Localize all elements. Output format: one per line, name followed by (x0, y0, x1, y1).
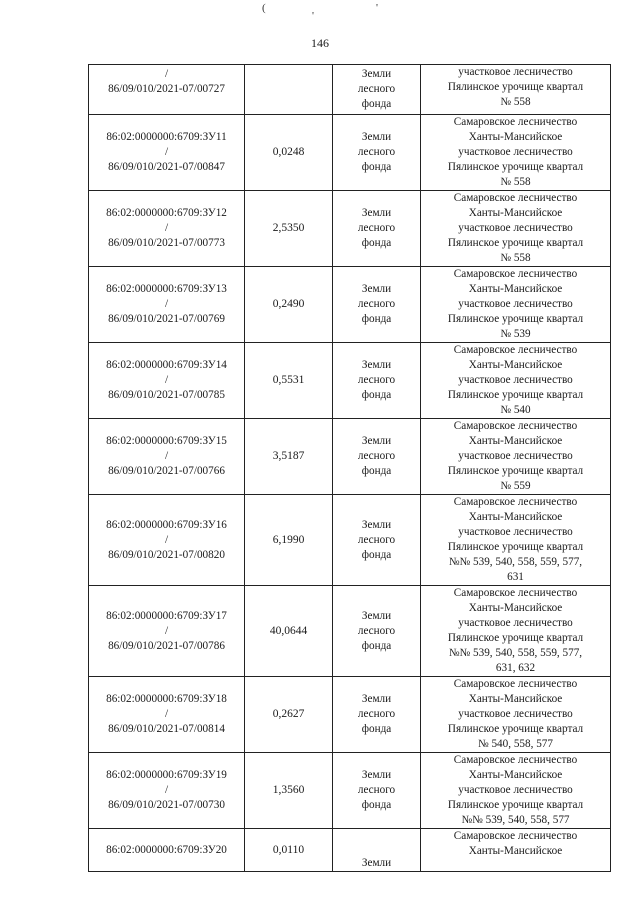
registry-number: 86/09/010/2021-07/00769 (108, 313, 225, 325)
location-text: участковое лесничество (458, 374, 573, 386)
location-cell (421, 495, 611, 586)
location-text: Пялинское урочище квартал (447, 161, 584, 173)
location-text: Ханты-Мансийское (468, 283, 563, 295)
separator-slash: / (164, 68, 169, 80)
category-text: лесного (357, 533, 396, 546)
area-cell: 1,3560 (245, 753, 333, 829)
category-cell (333, 495, 421, 586)
category-text: лесного (357, 450, 396, 462)
location-cell (421, 753, 611, 829)
location-cell (421, 191, 611, 267)
category-cell (333, 829, 421, 872)
location-text: № 539 (500, 328, 531, 340)
category-text: Земли (361, 609, 392, 622)
category-text: лесного (357, 146, 396, 158)
cadastral-number: 86:02:0000000:6709:ЗУ17 (106, 609, 227, 622)
table-row (89, 495, 611, 586)
cadastral-cell (89, 829, 245, 872)
land-plots-table (88, 64, 611, 872)
area-cell: 40,0644 (245, 586, 333, 677)
category-text: Земли (361, 131, 392, 143)
separator-slash: / (164, 450, 169, 462)
area-cell: 2,5350 (245, 191, 333, 267)
category-cell (333, 343, 421, 419)
location-text: участковое лесничество (458, 708, 573, 720)
table-row (89, 115, 611, 191)
area-cell: 6,1990 (245, 495, 333, 586)
cadastral-cell (89, 267, 245, 343)
cadastral-number: 86:02:0000000:6709:ЗУ20 (106, 843, 227, 856)
location-cell (421, 829, 611, 872)
area-cell: 0,5531 (245, 343, 333, 419)
location-cell (421, 343, 611, 419)
cadastral-cell (89, 677, 245, 753)
scan-mark: ' (376, 2, 378, 14)
registry-number: 86/09/010/2021-07/00786 (108, 639, 225, 652)
cadastral-number: 86:02:0000000:6709:ЗУ16 (106, 518, 227, 531)
separator-slash: / (164, 222, 169, 234)
category-cell (333, 267, 421, 343)
cadastral-cell (89, 65, 245, 115)
location-text: участковое лесничество (458, 298, 573, 310)
page-number: 146 (311, 36, 329, 50)
location-text: № 559 (500, 480, 531, 492)
category-cell (333, 677, 421, 753)
location-text: Ханты-Мансийское (468, 845, 563, 857)
separator-slash: / (164, 624, 169, 637)
separator-slash: / (164, 374, 169, 386)
location-text: участковое лесничество (458, 450, 573, 462)
area-cell (245, 65, 333, 115)
category-text: фонда (361, 799, 392, 811)
location-text: №№ 539, 540, 558, 577 (461, 814, 570, 826)
location-text: участковое лесничество (458, 617, 573, 629)
location-text: Пялинское урочище квартал (447, 465, 584, 477)
area-cell: 0,2490 (245, 267, 333, 343)
separator-slash: / (164, 533, 169, 546)
category-text: фонда (361, 389, 392, 401)
location-text: Пялинское урочище квартал (447, 723, 584, 735)
location-text: Самаровское лесничество (453, 587, 578, 599)
category-text: лесного (357, 298, 396, 310)
category-text: фонда (361, 639, 392, 652)
category-text: лесного (357, 708, 396, 720)
category-text: лесного (357, 624, 396, 637)
cadastral-cell (89, 586, 245, 677)
location-text: участковое лесничество (458, 784, 573, 796)
location-text: Самаровское лесничество (453, 830, 578, 842)
location-text: № 540 (500, 404, 531, 416)
location-text: Пялинское урочище квартал (447, 81, 584, 93)
location-cell (421, 419, 611, 495)
table-row (89, 343, 611, 419)
cadastral-cell (89, 343, 245, 419)
category-text: Земли (361, 359, 392, 371)
category-text: Земли (361, 769, 392, 781)
registry-number: 86/09/010/2021-07/00766 (108, 465, 225, 477)
registry-number: 86/09/010/2021-07/00814 (108, 723, 225, 735)
table-row (89, 419, 611, 495)
category-text: Земли (361, 693, 392, 705)
cadastral-cell (89, 191, 245, 267)
cadastral-number: 86:02:0000000:6709:ЗУ12 (106, 207, 227, 219)
area-cell: 0,0248 (245, 115, 333, 191)
location-text: участковое лесничество (458, 526, 573, 538)
category-text: фонда (361, 723, 392, 735)
location-text: Пялинское урочище квартал (447, 313, 584, 325)
location-text: Пялинское урочище квартал (447, 632, 584, 644)
cadastral-number: 86:02:0000000:6709:ЗУ15 (106, 435, 227, 447)
table-row (89, 65, 611, 115)
category-text: фонда (361, 313, 392, 325)
category-cell (333, 191, 421, 267)
table-row (89, 753, 611, 829)
location-text: Ханты-Мансийское (468, 359, 563, 371)
cadastral-cell (89, 495, 245, 586)
category-text: лесного (357, 784, 396, 796)
category-cell (333, 65, 421, 115)
category-text: Земли (361, 207, 392, 219)
table-row (89, 267, 611, 343)
location-text: № 558 (500, 96, 531, 108)
cadastral-number: 86:02:0000000:6709:ЗУ14 (106, 359, 227, 371)
location-text: № 558 (500, 252, 531, 264)
cadastral-cell (89, 753, 245, 829)
scan-marks (0, 0, 640, 20)
area-cell: 0,0110 (245, 829, 333, 872)
category-text: фонда (361, 237, 392, 249)
location-text: №№ 539, 540, 558, 559, 577, (448, 647, 583, 659)
location-text: Ханты-Мансийское (468, 511, 563, 523)
area-cell: 0,2627 (245, 677, 333, 753)
location-text: Самаровское лесничество (453, 344, 578, 356)
location-text: Самаровское лесничество (453, 420, 578, 432)
location-text: Ханты-Мансийское (468, 693, 563, 705)
registry-number: 86/09/010/2021-07/00773 (108, 237, 225, 249)
location-text: 631 (507, 571, 524, 583)
table-row (89, 829, 611, 872)
category-text: Земли (361, 518, 392, 531)
category-cell (333, 115, 421, 191)
category-text: лесного (357, 374, 396, 386)
category-text: Земли (361, 435, 392, 447)
category-cell (333, 586, 421, 677)
cadastral-cell (89, 419, 245, 495)
location-text: участковое лесничество (458, 66, 573, 78)
location-text: Самаровское лесничество (453, 754, 578, 766)
category-text: Земли (361, 283, 392, 295)
cadastral-number: 86:02:0000000:6709:ЗУ19 (106, 769, 227, 781)
separator-slash: / (164, 784, 169, 796)
location-text: № 558 (500, 176, 531, 188)
location-text: Самаровское лесничество (453, 192, 578, 204)
location-text: №№ 539, 540, 558, 559, 577, (448, 556, 583, 568)
location-cell (421, 115, 611, 191)
category-text: фонда (361, 98, 392, 110)
location-text: Ханты-Мансийское (468, 435, 563, 447)
registry-number: 86/09/010/2021-07/00730 (108, 799, 225, 811)
location-text: Пялинское урочище квартал (447, 541, 584, 553)
cadastral-cell (89, 115, 245, 191)
location-text: Самаровское лесничество (453, 678, 578, 690)
category-text: Земли (361, 68, 392, 80)
table-row (89, 586, 611, 677)
location-text: Ханты-Мансийское (468, 131, 563, 143)
location-text: Ханты-Мансийское (468, 602, 563, 614)
category-text: лесного (357, 83, 396, 95)
cadastral-number: 86:02:0000000:6709:ЗУ11 (106, 131, 227, 143)
scan-mark: ' (312, 10, 314, 22)
category-text: Земли (361, 857, 392, 869)
scan-mark: ( (262, 2, 266, 14)
registry-number: 86/09/010/2021-07/00727 (108, 83, 225, 95)
location-cell (421, 586, 611, 677)
location-text: Самаровское лесничество (453, 116, 578, 128)
location-text: Пялинское урочище квартал (447, 799, 584, 811)
cadastral-number: 86:02:0000000:6709:ЗУ13 (106, 283, 227, 295)
location-text: 631, 632 (495, 662, 536, 674)
location-text: Пялинское урочище квартал (447, 237, 584, 249)
location-cell (421, 677, 611, 753)
category-text: фонда (361, 548, 392, 561)
location-cell (421, 65, 611, 115)
table-row (89, 677, 611, 753)
cadastral-number: 86:02:0000000:6709:ЗУ18 (106, 693, 227, 705)
separator-slash: / (164, 708, 169, 720)
location-text: участковое лесничество (458, 146, 573, 158)
registry-number: 86/09/010/2021-07/00785 (108, 389, 225, 401)
location-text: участковое лесничество (458, 222, 573, 234)
category-text: фонда (361, 161, 392, 173)
location-text: № 540, 558, 577 (477, 738, 553, 750)
registry-number: 86/09/010/2021-07/00847 (108, 161, 225, 173)
location-text: Пялинское урочище квартал (447, 389, 584, 401)
separator-slash: / (164, 298, 169, 310)
registry-number: 86/09/010/2021-07/00820 (108, 548, 225, 561)
area-cell: 3,5187 (245, 419, 333, 495)
table-row (89, 191, 611, 267)
category-text: фонда (361, 465, 392, 477)
category-cell (333, 419, 421, 495)
location-text: Ханты-Мансийское (468, 769, 563, 781)
location-text: Самаровское лесничество (453, 496, 578, 508)
location-cell (421, 267, 611, 343)
category-cell (333, 753, 421, 829)
separator-slash: / (164, 146, 169, 158)
category-text: лесного (357, 222, 396, 234)
location-text: Ханты-Мансийское (468, 207, 563, 219)
location-text: Самаровское лесничество (453, 268, 578, 280)
